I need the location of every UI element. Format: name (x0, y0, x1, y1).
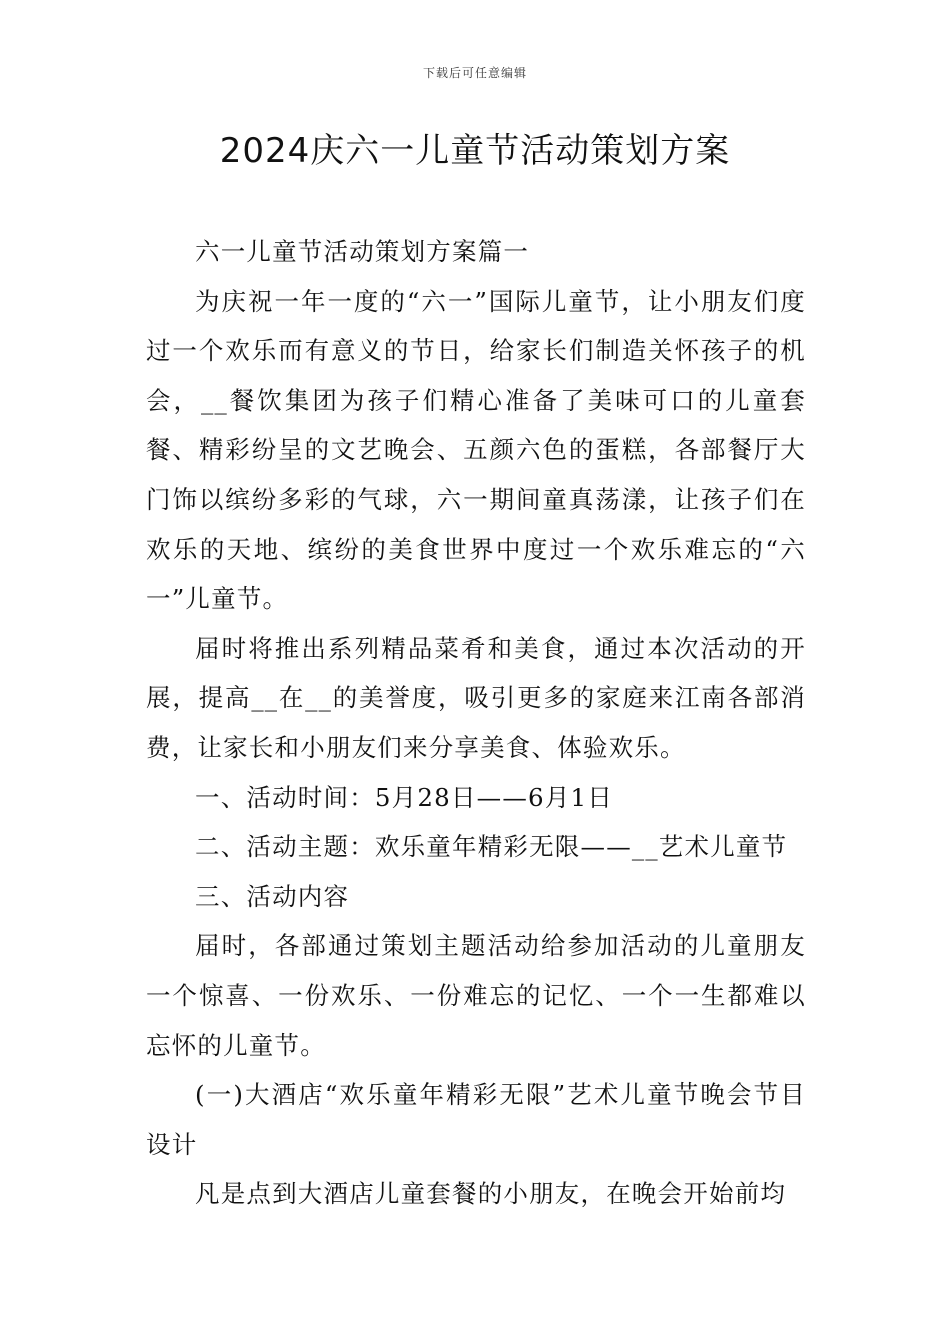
body-paragraph: 凡是点到大酒店儿童套餐的小朋友，在晚会开始前均 (195, 1179, 787, 1209)
subsection-heading: (一)大酒店“欢乐童年精彩无限”艺术儿童节晚会节目设计 (146, 1080, 806, 1159)
body-paragraph: 届时将推出系列精品菜肴和美食，通过本次活动的开展，提高__在__的美誉度，吸引更多的家庭来江南各部消费，让家长和小朋友们来分享美食、体验欢乐。 (146, 633, 806, 762)
header-note: 下载后可任意编辑 (422, 66, 527, 80)
body-paragraph: 届时，各部通过策划主题活动给参加活动的儿童朋友一个惊喜、一份欢乐、一份难忘的记忆、一个一生都难以忘怀的儿童节。 (146, 931, 806, 1060)
activity-theme: 二、活动主题：欢乐童年精彩无限——__艺术儿童节 (195, 832, 788, 862)
activity-time: 一、活动时间：5月28日——6月1日 (195, 782, 614, 812)
document-title: 2024庆六一儿童节活动策划方案 (219, 131, 731, 171)
activity-content-heading: 三、活动内容 (195, 881, 350, 911)
document-body (146, 227, 806, 1219)
body-paragraph: 为庆祝一年一度的“六一”国际儿童节，让小朋友们度过一个欢乐而有意义的节日，给家长们制造关怀孩子的机会，__餐饮集团为孩子们精心准备了美味可口的儿童套餐、精彩纷呈的文艺晚会、五颜六色的蛋糕，各部餐厅大门饰以缤纷多彩的气球，六一期间童真荡漾，让孩子们在欢乐的天地、缤纷的美食世界中度过一个欢乐难忘的“六一”儿童节。 (146, 286, 806, 614)
section-heading: 六一儿童节活动策划方案篇一 (195, 237, 530, 266)
